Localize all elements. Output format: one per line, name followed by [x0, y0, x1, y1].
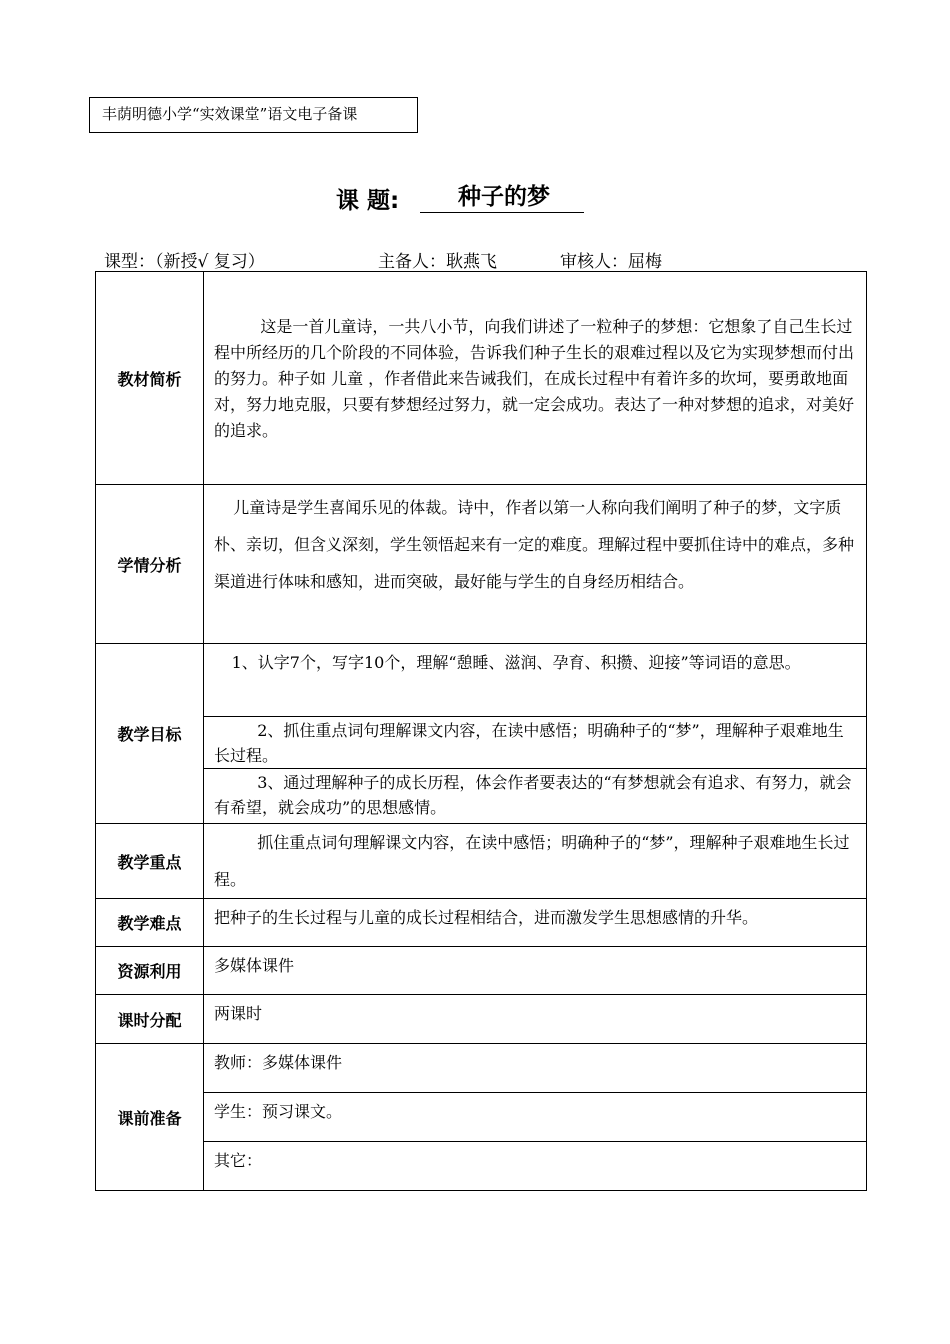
table-row [96, 995, 867, 1044]
title-label: 课 题: [336, 188, 400, 214]
key-label: 教学重点 [96, 824, 204, 899]
table-row [96, 272, 867, 485]
preparer: 主备人：耿燕飞 [378, 252, 497, 272]
prep-item: 其它： [214, 1151, 263, 1170]
difficulty-text: 把种子的生长过程与儿童的成长过程相结合，进而激发学生思想感情的升华。 [214, 908, 759, 927]
key-text: 抓住重点词句理解课文内容，在读中感悟；明确种子的“梦”，理解种子艰难地生长过程。 [214, 833, 850, 889]
table-row [96, 1142, 867, 1191]
goal-item: 1、认字7个，写字10个，理解“憩睡、滋润、孕育、积攒、迎接”等词语的意思。 [231, 653, 801, 672]
material-label: 教材简析 [96, 272, 204, 485]
prep-item: 学生：预习课文。 [214, 1102, 343, 1121]
table-row [96, 485, 867, 644]
goal-item: 2、抓住重点词句理解课文内容，在读中感悟；明确种子的“梦”，理解种子艰难地生长过程。 [214, 721, 844, 765]
lesson-plan-table [95, 271, 867, 1191]
resources-label: 资源利用 [96, 947, 204, 995]
resources-text: 多媒体课件 [214, 956, 295, 975]
table-row [96, 899, 867, 947]
difficulty-label: 教学难点 [96, 899, 204, 947]
prep-item: 教师：多媒体课件 [214, 1053, 343, 1072]
table-row [96, 947, 867, 995]
table-row [96, 644, 867, 717]
table-row [96, 717, 867, 769]
goals-label: 教学目标 [96, 644, 204, 824]
reviewer: 审核人：屈梅 [560, 252, 662, 272]
time-text: 两课时 [214, 1004, 263, 1023]
prep-label: 课前准备 [96, 1044, 204, 1191]
time-label: 课时分配 [96, 995, 204, 1044]
school-banner: 丰荫明德小学“实效课堂”语文电子备课 [89, 97, 418, 133]
material-text: 这是一首儿童诗，一共八小节，向我们讲述了一粒种子的梦想：它想象了自己生长过程中所经历的几个阶段的不同体验，告诉我们种子生长的艰难过程以及它为实现梦想而付出的努力。种子如 儿童 ，作者借此来告诫我们，在成长过程中有着许多的坎坷，要勇敢地面对，努力地克服，只要有梦想经过努力，就一定会成功。表达了一种对梦想的追求，对美好的追求。 [214, 317, 855, 440]
goal-item: 3、通过理解种子的成长历程，体会作者要表达的“有梦想就会有追求、有努力，就会有希望，就会成功”的思想感情。 [214, 773, 852, 817]
table-row [96, 1093, 867, 1142]
title-value: 种子的梦 [420, 182, 584, 213]
table-row [96, 769, 867, 824]
students-text: 儿童诗是学生喜闻乐见的体裁。诗中，作者以第一人称向我们阐明了种子的梦，文字质朴、亲切，但含义深刻，学生领悟起来有一定的难度。理解过程中要抓住诗中的难点，多种渠道进行体味和感知，进而突破，最好能与学生的自身经历相结合。 [214, 498, 855, 591]
lesson-type: 课型：（新授√ 复习） [104, 252, 265, 272]
table-row [96, 824, 867, 899]
table-row [96, 1044, 867, 1093]
students-label: 学情分析 [96, 485, 204, 644]
